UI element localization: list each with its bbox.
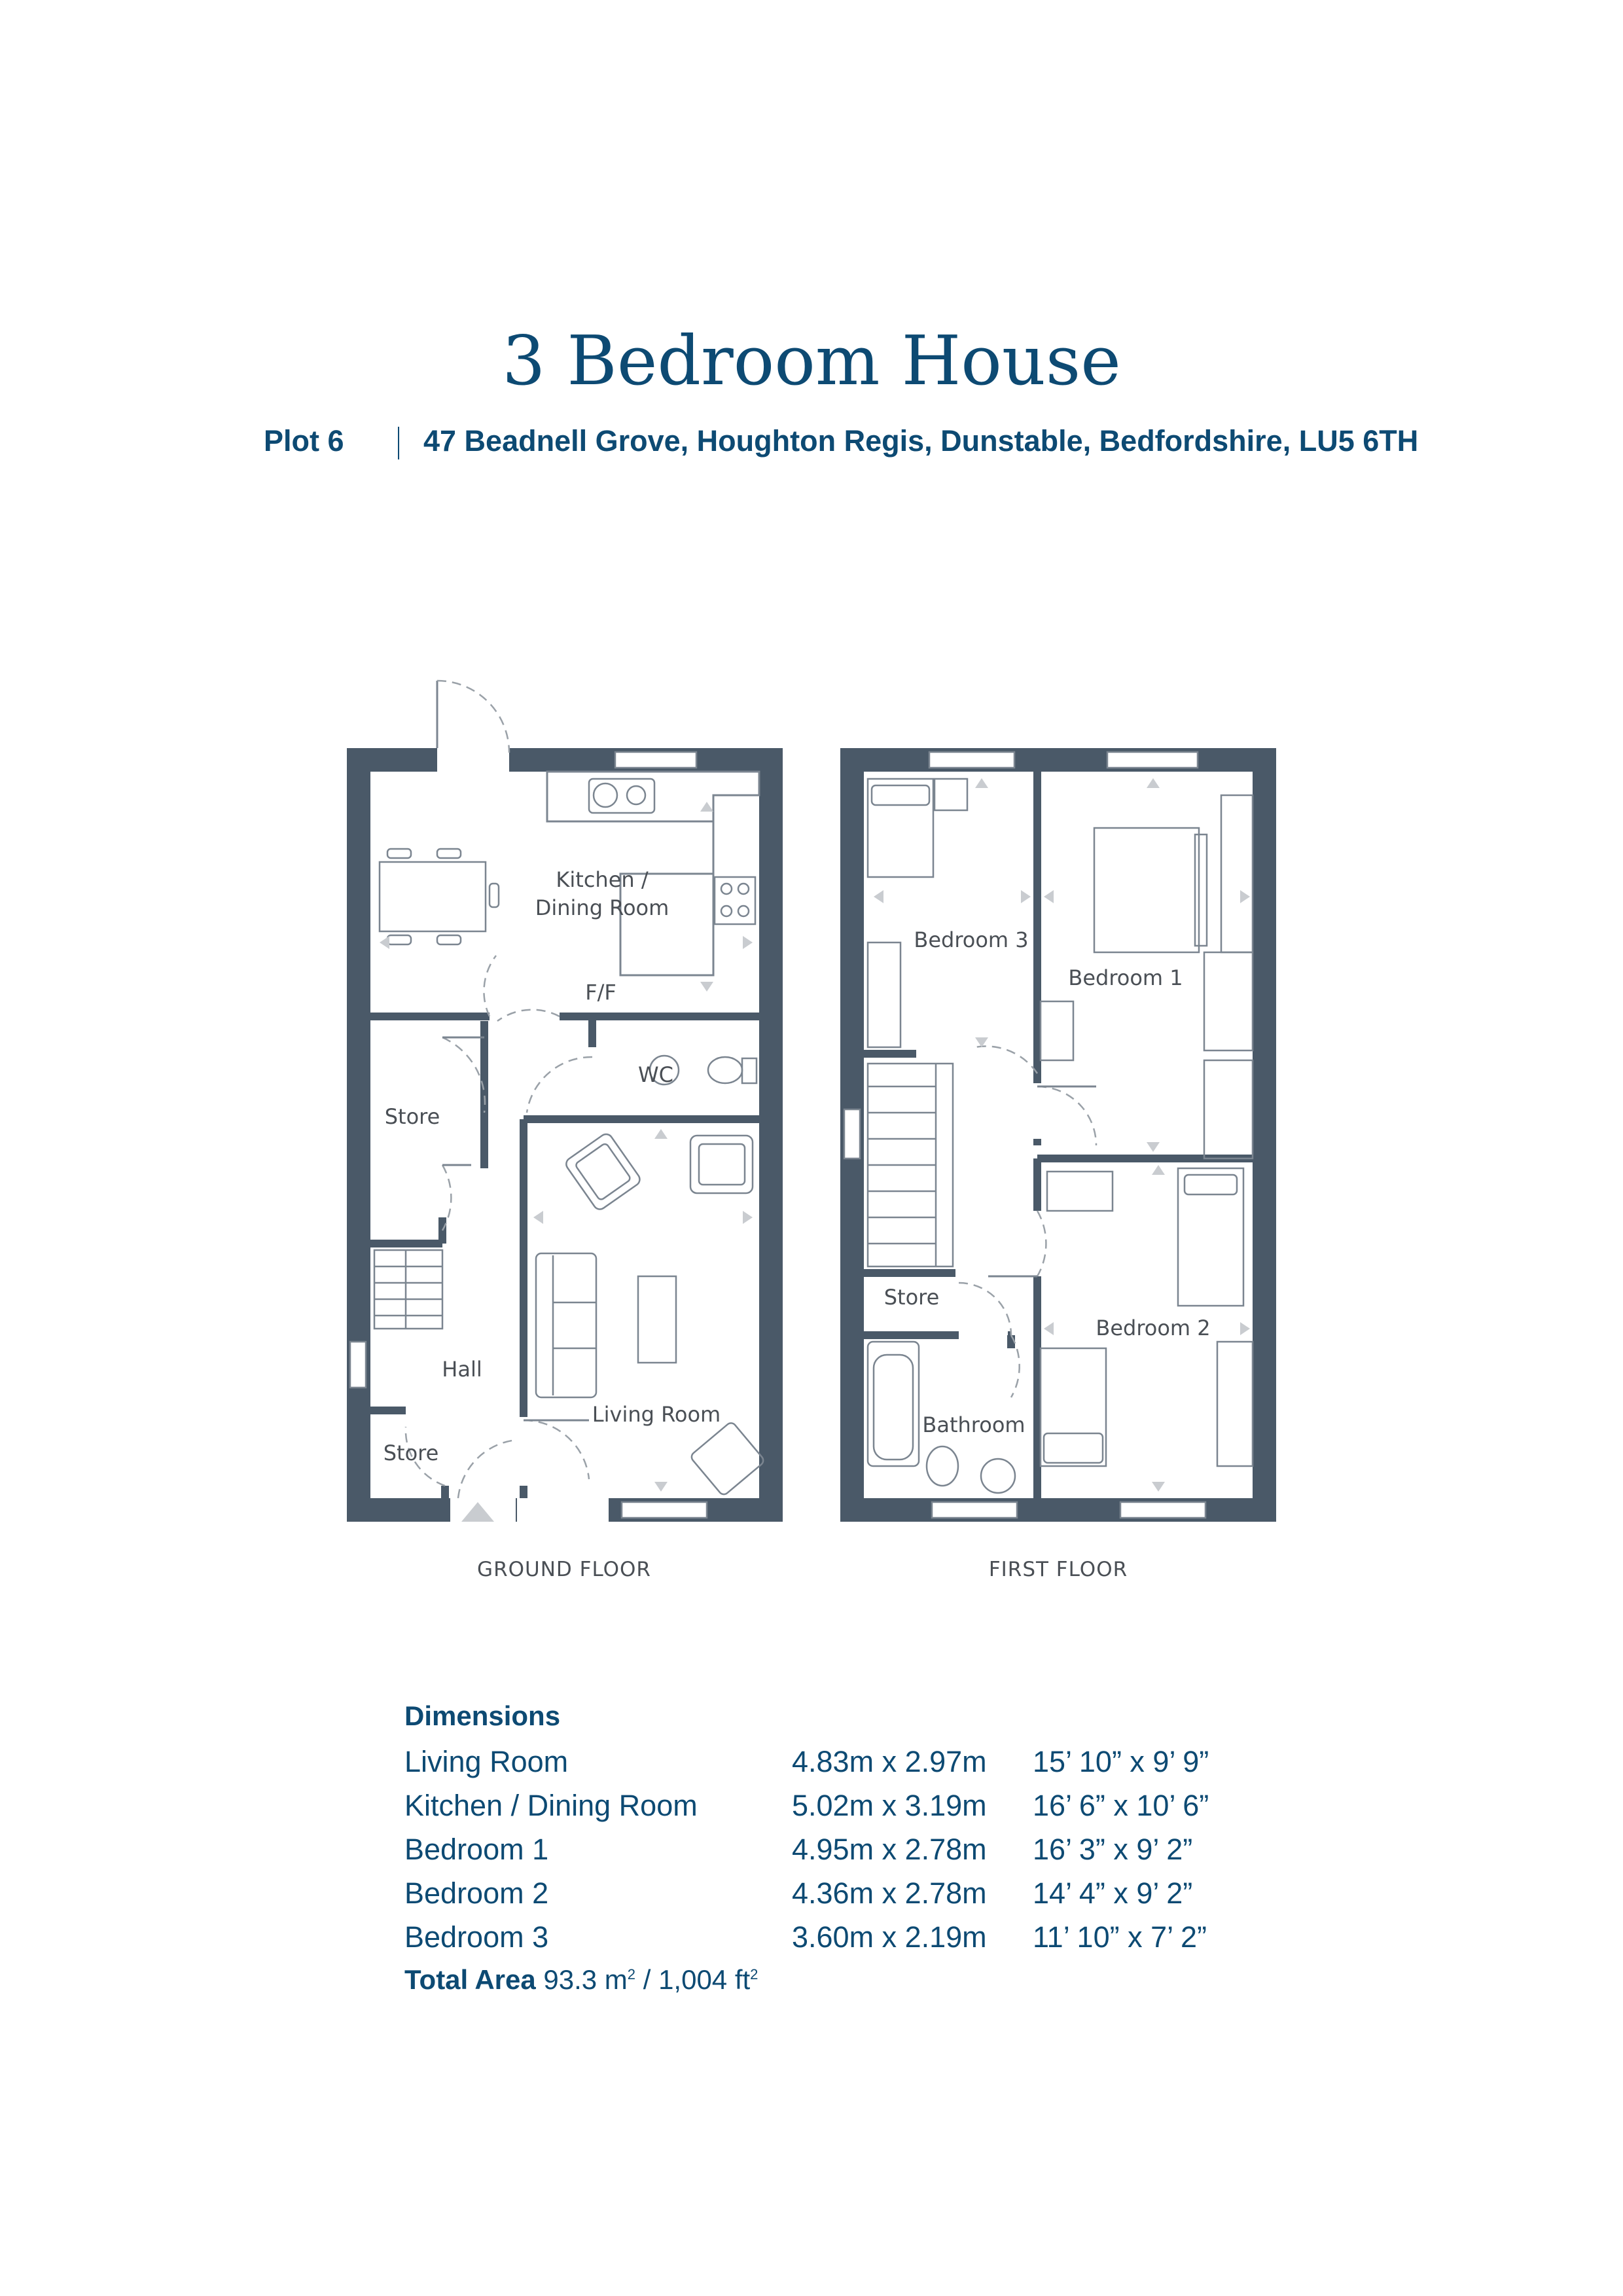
room-label-kitchen: Kitchen / [556,867,649,892]
room-label-store: Store [383,1441,439,1465]
dimensions-heading: Dimensions [404,1700,561,1731]
dimension-metric: 4.36m x 2.78m [792,1876,987,1910]
room-label-store: Store [883,1285,940,1310]
room-label-wc: WC [638,1062,673,1087]
dimension-metric: 4.83m x 2.97m [792,1745,987,1778]
dimension-row [404,1833,1193,1876]
room-label-bedroom-3: Bedroom 3 [914,927,1029,952]
dimensions-table [404,1700,1209,1996]
room-label-ff: F/F [585,980,616,1005]
room-label-bathroom: Bathroom [922,1412,1026,1437]
room-label-bedroom-1: Bedroom 1 [1068,965,1183,990]
superscript: 2 [627,1966,636,1982]
dimension-imperial: 14’ 4” x 9’ 2” [1033,1876,1193,1910]
total-area-imperial: 1,004 ft [658,1964,751,1995]
dimension-imperial: 11’ 10” x 7’ 2” [1033,1920,1207,1954]
room-label-dining: Dining Room [535,895,669,920]
room-label-bedroom-2: Bedroom 2 [1096,1316,1211,1340]
dimension-metric: 5.02m x 3.19m [792,1789,987,1822]
room-label-hall: Hall [442,1357,482,1382]
dimension-room: Living Room [404,1745,569,1778]
dimension-imperial: 16’ 6” x 10’ 6” [1033,1789,1209,1822]
dimension-row [404,1876,1193,1920]
first-floor-plan [840,748,1276,1522]
floor-label-ground: GROUND FLOOR [477,1558,651,1581]
plot-number: Plot 6 [264,424,344,457]
room-label-store: Store [384,1104,440,1129]
dimension-room: Bedroom 1 [404,1833,549,1866]
total-area-separator: / [635,1964,659,1995]
dimension-row [404,1920,1207,1964]
dimension-metric: 4.95m x 2.78m [792,1833,987,1866]
ground-floor-plan [347,681,783,1524]
total-area-metric: 93.3 m [543,1964,628,1995]
total-area-label: Total Area [404,1964,536,1995]
dimension-metric: 3.60m x 2.19m [792,1920,987,1954]
dimension-room: Kitchen / Dining Room [404,1789,698,1822]
dimension-room: Bedroom 3 [404,1920,549,1954]
dimension-row [404,1789,1209,1833]
total-area [404,1964,758,1996]
page-title: 3 Bedroom House [502,321,1121,401]
room-label-living-room: Living Room [592,1402,721,1427]
dimension-imperial: 15’ 10” x 9’ 9” [1033,1745,1209,1778]
floor-label-first: FIRST FLOOR [988,1558,1128,1581]
dimension-row [404,1745,1209,1789]
dimension-imperial: 16’ 3” x 9’ 2” [1033,1833,1193,1866]
dimension-room: Bedroom 2 [404,1876,549,1910]
plot-address: 47 Beadnell Grove, Houghton Regis, Dunstable, Bedfordshire, LU5 6TH [423,424,1419,457]
superscript: 2 [750,1966,758,1982]
